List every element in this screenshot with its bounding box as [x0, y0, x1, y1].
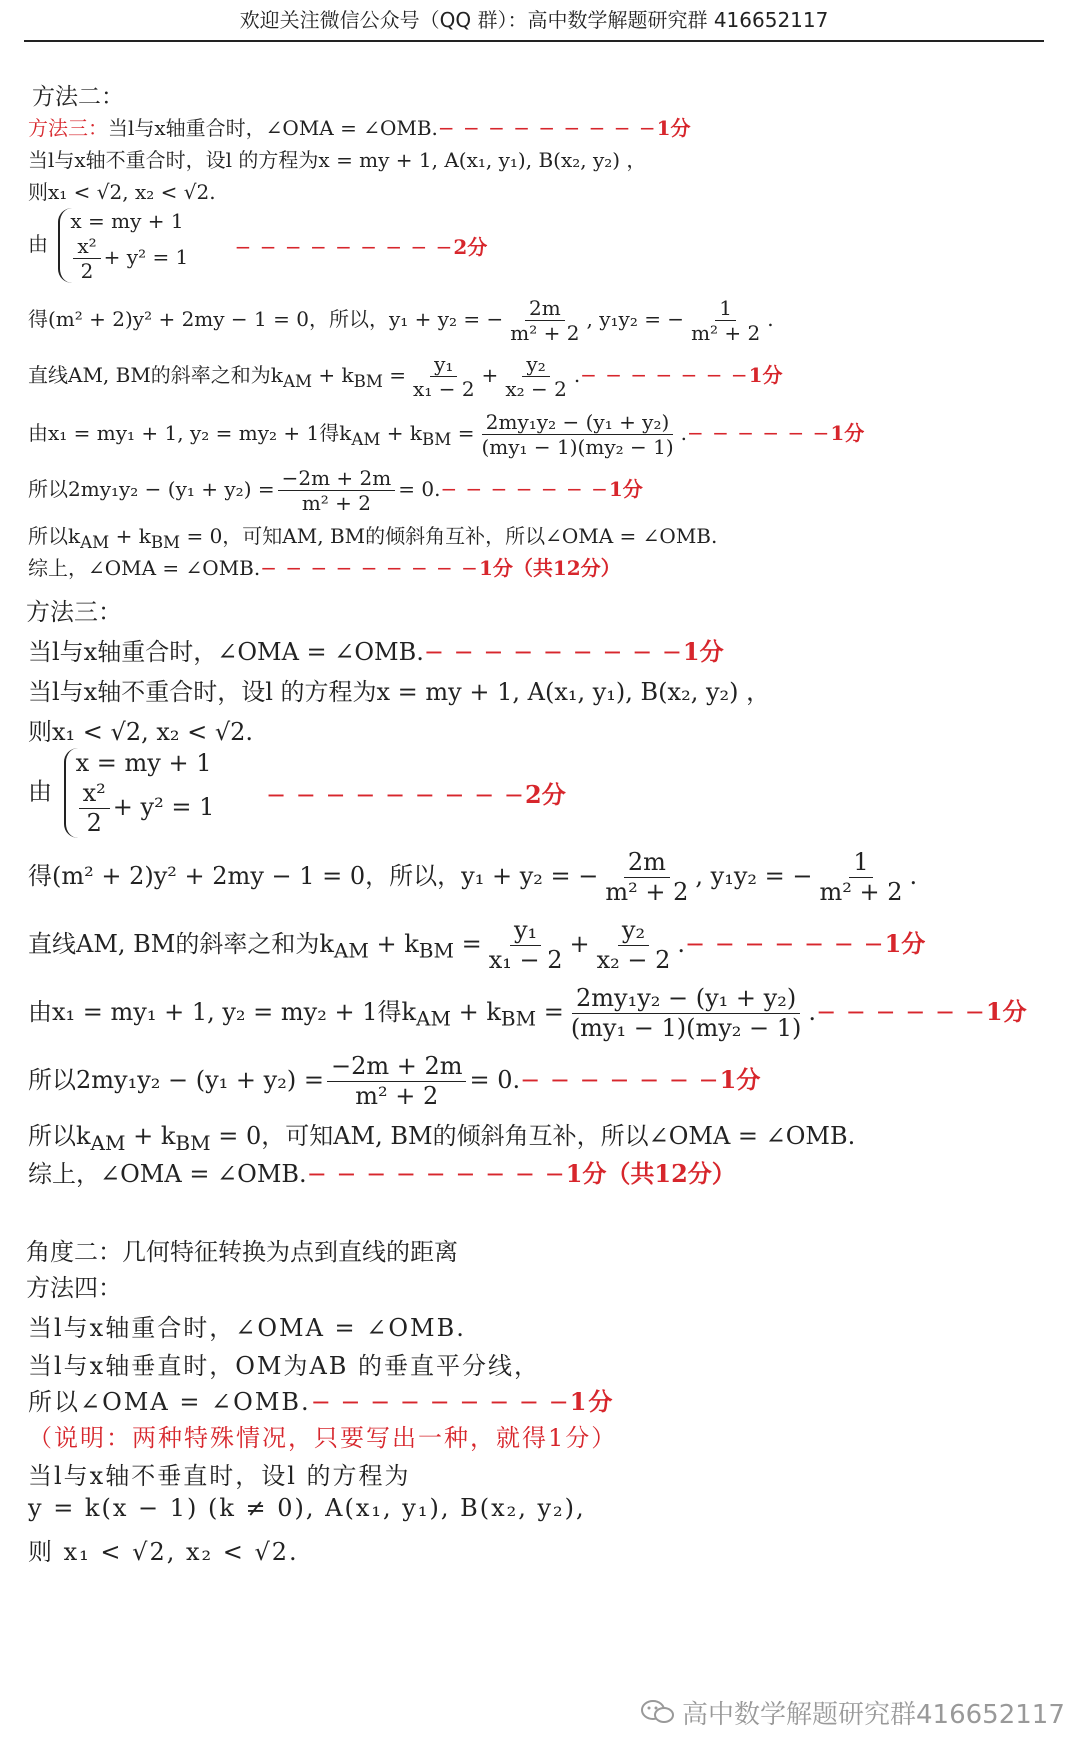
- frac-num: 2m: [525, 296, 565, 321]
- frac-den: m² + 2: [605, 877, 689, 906]
- score-label: 1分: [569, 1387, 615, 1416]
- m4-line6: y = k(x − 1) (k ≠ 0), A(x₁, y₁), B(x₂, y₂),: [28, 1494, 586, 1522]
- b1-line1: [28, 112, 691, 141]
- l8-b: = 0.: [469, 1065, 521, 1094]
- sys-prefix: 由: [28, 777, 52, 806]
- score-label: 1分: [608, 477, 643, 501]
- l7-c: + k: [380, 421, 423, 445]
- sub-bm: BM: [150, 533, 181, 552]
- b1-system: [28, 208, 487, 283]
- score-label: 1分: [682, 637, 724, 666]
- b2-line3: 则x₁ < √2, x₂ < √2.: [28, 718, 254, 746]
- sub-am: AM: [333, 938, 369, 963]
- sys-row2-rest: + y² = 1: [103, 245, 189, 269]
- l6-a: 直线AM, BM的斜率之和为k: [28, 363, 283, 387]
- sub-bm: BM: [500, 1006, 537, 1031]
- dash-line: − − − − − − −: [685, 929, 885, 958]
- b2-line1: [28, 632, 724, 667]
- frac-den: 2: [86, 808, 102, 837]
- frac-den: (my₁ − 1)(my₂ − 1): [481, 435, 674, 459]
- l5-b: , y₁y₂ = −: [695, 861, 813, 890]
- frac-den: 2: [80, 259, 94, 283]
- sys-row2: [70, 234, 188, 283]
- m4-line5: 当l与x轴不垂直时，设l 的方程为: [28, 1462, 411, 1490]
- score-label: 2分: [453, 235, 488, 259]
- l6-c: + k: [368, 929, 419, 958]
- sys-row1: x = my + 1: [75, 749, 212, 777]
- score-label: 1分（共12分）: [565, 1159, 736, 1188]
- l9-b: = 0，可知AM, BM的倾斜角互补，所以∠OMA = ∠OMB.: [210, 1122, 856, 1150]
- score-label: 1分: [748, 363, 783, 387]
- dash-line: − − − − − − − − −: [437, 116, 657, 140]
- sub-bm: BM: [175, 1130, 211, 1155]
- l9-b: = 0，可知AM, BM的倾斜角互补，所以∠OMA = ∠OMB.: [180, 524, 718, 548]
- frac-den: m² + 2: [819, 877, 903, 906]
- frac-den: (my₁ − 1)(my₂ − 1): [570, 1013, 802, 1042]
- l7-e: =: [536, 997, 564, 1026]
- b1-line7: 由x₁ = my₁ + 1, y₂ = my₂ + 1得$k_{AM} + k_{BM}$ = $\frac{\text{2my₁y₂ − (y₁ + y₂)}}{\text{(my₁ − 1)(my₂ − 1)}}$ .− − − − − −1分: [28, 410, 865, 459]
- dash-line: − − − − − −: [687, 421, 831, 445]
- method4-title: 方法四：: [26, 1274, 122, 1302]
- dash-line: − − − − − − − − −: [234, 235, 454, 259]
- b2-line2: 当l与x轴不重合时，设l 的方程为x = my + 1, A(x₁, y₁), B(x₂, y₂) ，: [28, 678, 771, 706]
- m4-line2: 当l与x轴垂直时，OM为AB 的垂直平分线，: [28, 1352, 541, 1380]
- sys-row2: [76, 779, 215, 838]
- frac-num: 2m: [624, 848, 670, 878]
- dash-line: − − − − − − −: [520, 1065, 720, 1094]
- b2-line10: [28, 1154, 736, 1189]
- m4-note: （说明：两种特殊情况，只要写出一种，就得1分）: [28, 1424, 618, 1452]
- l10-a: 综上，∠OMA = ∠OMB.: [28, 556, 261, 580]
- sub-bm: BM: [353, 372, 383, 391]
- sub-am: AM: [351, 430, 381, 449]
- sys-prefix: 由: [28, 232, 48, 256]
- frac-num: x²: [79, 779, 110, 809]
- l7-a: 由x₁ = my₁ + 1, y₂ = my₂ + 1得k: [28, 421, 352, 445]
- b1-line9: [28, 520, 717, 552]
- l9-a: 所以k: [28, 524, 81, 548]
- sub-am: AM: [282, 372, 313, 391]
- l6-e: =: [382, 363, 407, 387]
- score-label: 1分: [830, 421, 865, 445]
- dash-line: − − − − − − −: [440, 477, 609, 501]
- b1-line5: 得(m² + 2)y² + 2my − 1 = 0，所以，y₁ + y₂ = − $\frac{2m}{\text{m² + 2}}$ , y₁y₂ = − $\frac{1}{\text{m² + 2}}$ .: [28, 296, 774, 345]
- frac-den: m² + 2: [301, 491, 372, 515]
- l9-c: + k: [125, 1122, 176, 1150]
- frac-num: x²: [73, 234, 100, 259]
- frac-num: y₁: [510, 916, 541, 946]
- frac-den: m² + 2: [691, 321, 761, 345]
- l8-b: = 0.: [398, 477, 441, 501]
- method2-title: 方法二：: [32, 84, 124, 110]
- b2-line7: 由x₁ = my₁ + 1, y₂ = my₂ + 1得$k_{AM} + k_{BM}$ = $\frac{\text{2my₁y₂ − (y₁ + y₂)}}{\text{(my₁ − 1)(my₂ − 1)}}$ .− − − − − −1分: [28, 984, 1027, 1042]
- dash-line: − − − − − − − − −: [306, 1160, 566, 1188]
- sub-am: AM: [416, 1006, 451, 1031]
- l6-e: =: [453, 929, 482, 958]
- watermark-text: 高中数学解题研究群416652117: [682, 1700, 1065, 1730]
- equation-system: [64, 748, 215, 838]
- frac-num: y₂: [618, 916, 649, 946]
- frac-num: y₁: [430, 352, 457, 377]
- l7-a: 由x₁ = my₁ + 1, y₂ = my₂ + 1得k: [28, 997, 417, 1026]
- sys-row2-rest: + y² = 1: [112, 792, 215, 821]
- b1-line6: 直线AM, BM的斜率之和为$k_{AM} + k_{BM}$ = $\frac{\text{y₁}}{\text{x₁ − 2}}$ + $\frac{\text{y₂}}{\text{x₂ − 2}}$ .− − − − − − −1分: [28, 352, 783, 401]
- l6-c: + k: [312, 363, 354, 387]
- b2-line8: [28, 1052, 760, 1111]
- b2-line9: [28, 1116, 855, 1155]
- dash-line: − − − − − − − − −: [260, 556, 479, 580]
- b1-method3-label: 方法三：: [28, 116, 108, 140]
- frac-den: x₂ − 2: [596, 945, 671, 974]
- m4-line1: 当l与x轴重合时，∠OMA = ∠OMB.: [28, 1314, 466, 1342]
- wechat-icon: [640, 1698, 676, 1733]
- l5-b: , y₁y₂ = −: [586, 307, 685, 331]
- sys-row1: x = my + 1: [70, 209, 184, 233]
- sub-bm: BM: [418, 938, 454, 963]
- frac-den: m² + 2: [510, 321, 580, 345]
- page-header: 欢迎关注微信公众号（QQ 群）：高中数学解题研究群 416652117: [24, 0, 1044, 42]
- l5-a: 得(m² + 2)y² + 2my − 1 = 0，所以，y₁ + y₂ = −: [28, 861, 599, 890]
- frac-num: 2my₁y₂ − (y₁ + y₂): [572, 984, 800, 1014]
- frac-den: m² + 2: [355, 1081, 439, 1110]
- l9-c: + k: [109, 524, 151, 548]
- frac-num: y₂: [522, 352, 549, 377]
- l8-a: 所以2my₁y₂ − (y₁ + y₂) =: [28, 1065, 324, 1094]
- score-label: 1分: [656, 116, 691, 140]
- score-label: 1分: [985, 996, 1027, 1026]
- l8-a: 所以2my₁y₂ − (y₁ + y₂) =: [28, 477, 275, 501]
- frac-num: 1: [715, 296, 736, 321]
- dash-line: − − − − − − − − −: [266, 781, 526, 810]
- method3-title: 方法三：: [26, 598, 122, 626]
- b1-line10: [28, 552, 621, 581]
- frac-num: −2m + 2m: [278, 466, 396, 491]
- b2-l1-text: 当l与x轴重合时，∠OMA = ∠OMB.: [28, 638, 424, 666]
- dash-line: − − − − − −: [816, 997, 986, 1026]
- l7-e: =: [451, 421, 475, 445]
- score-label: 2分: [525, 780, 566, 810]
- sub-am: AM: [80, 533, 110, 552]
- frac-num: 1: [849, 848, 872, 878]
- dash-line: − − − − − − − − −: [310, 1388, 570, 1416]
- l7-c: + k: [450, 997, 501, 1026]
- sub-am: AM: [90, 1130, 126, 1155]
- b2-system: [28, 748, 566, 838]
- angle2-heading: 角度二：几何特征转换为点到直线的距离: [26, 1238, 458, 1266]
- l9-a: 所以k: [28, 1122, 91, 1150]
- b1-line3: 则x₁ < √2, x₂ < √2.: [28, 180, 216, 204]
- b2-line6: 直线AM, BM的斜率之和为$k_{AM} + k_{BM}$ = $\frac{\text{y₁}}{\text{x₁ − 2}}$ + $\frac{\text{y₂}}{\text{x₂ − 2}}$ .− − − − − − −1分: [28, 916, 926, 974]
- b1-line8: [28, 466, 643, 515]
- frac-den: x₁ − 2: [488, 945, 563, 974]
- l5-a: 得(m² + 2)y² + 2my − 1 = 0，所以，y₁ + y₂ = −: [28, 307, 504, 331]
- b1-l1-text: 当l与x轴重合时，∠OMA = ∠OMB.: [108, 116, 438, 140]
- frac-num: −2m + 2m: [327, 1052, 467, 1082]
- b1-line2: 当l与x轴不重合时，设l 的方程为x = my + 1, A(x₁, y₁), B(x₂, y₂) ，: [28, 148, 647, 172]
- m4-l3-a: 所以∠OMA = ∠OMB.: [28, 1388, 311, 1416]
- score-label: 1分: [719, 1064, 761, 1094]
- watermark: [640, 1694, 1065, 1733]
- m4-line7: 则 x₁ < √2, x₂ < √2.: [28, 1538, 299, 1566]
- sub-bm: BM: [422, 430, 452, 449]
- dash-line: − − − − − − − − −: [423, 638, 683, 666]
- m4-line3: [28, 1382, 614, 1417]
- l6-a: 直线AM, BM的斜率之和为k: [28, 929, 334, 958]
- frac-num: 2my₁y₂ − (y₁ + y₂): [482, 410, 674, 435]
- frac-den: x₂ − 2: [505, 377, 567, 401]
- frac-den: x₁ − 2: [413, 377, 475, 401]
- b2-line5: 得(m² + 2)y² + 2my − 1 = 0，所以，y₁ + y₂ = − $\frac{2m}{\text{m² + 2}}$ , y₁y₂ = − $\frac{1}{\text{m² + 2}}$ .: [28, 848, 918, 906]
- equation-system: [58, 208, 188, 283]
- score-label: 1分（共12分）: [478, 556, 621, 580]
- dash-line: − − − − − − −: [580, 363, 749, 387]
- score-label: 1分: [884, 928, 926, 958]
- l10-a: 综上，∠OMA = ∠OMB.: [28, 1160, 307, 1188]
